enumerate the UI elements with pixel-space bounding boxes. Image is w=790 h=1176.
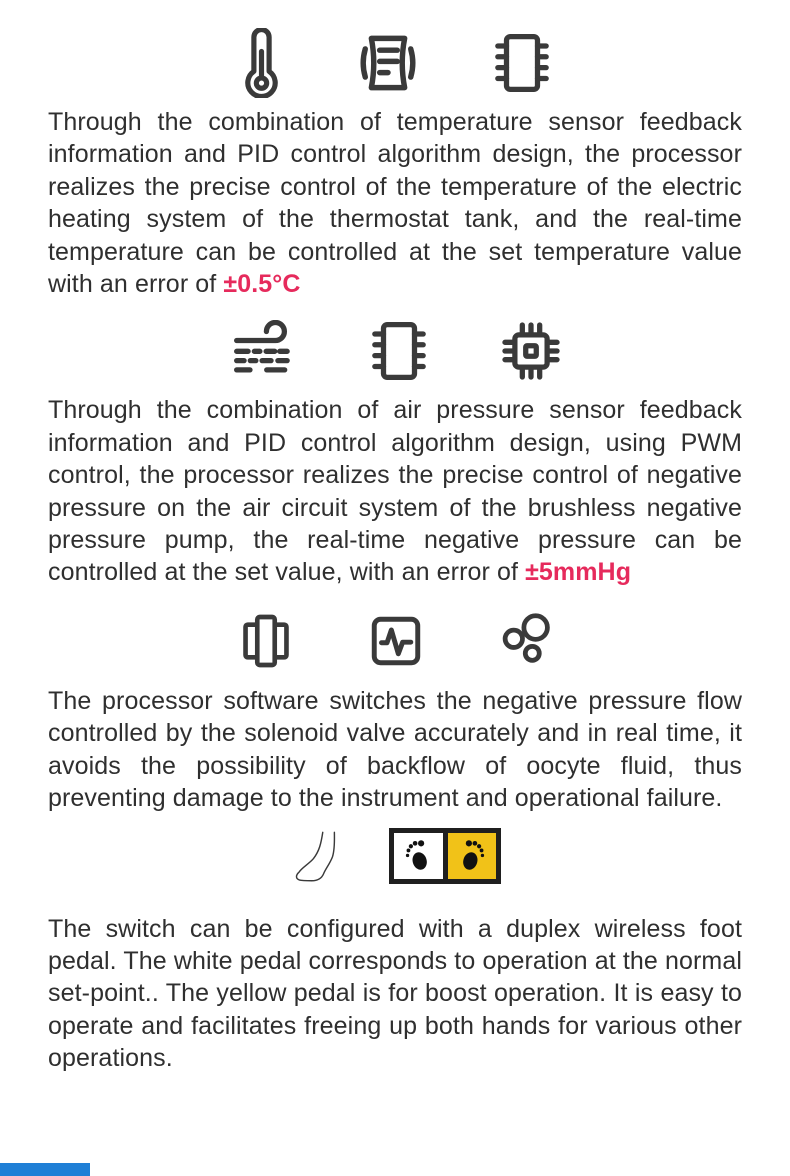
paragraph-text: The processor software switches the negative pressure flow controlled by the solenoid valve accurately and in real time, it avoids the possibility of backflow of oocyte fluid, thus preventing damage to the instrument and operational failure. [48,686,742,813]
section-foot-pedal [48,823,742,1075]
temperature-paragraph [48,106,742,300]
pedal-yellow [443,833,497,879]
icon-row-pressure [48,314,742,388]
pressure-error-value: ±5mmHg [525,558,632,587]
paragraph-text: Through the combination of air pressure sensor feedback information and PID control algorithm design, using PWM control, the processor realizes the precise control of negative pressure on the air circuit system of the brushless negative pressure pump, the real-time negative pressure can be controlled at the set value, with an error of [48,396,742,587]
solenoid-valve-icon [237,611,295,671]
section-valve-switching [48,603,742,815]
cpu-icon [500,320,562,382]
icon-row-temperature [48,26,742,100]
pedal-white [394,833,443,879]
pedal-paragraph [48,913,742,1075]
paragraph-text: The switch can be configured with a duplex wireless foot pedal. The white pedal corresponds to operation at the normal set-point.. The yellow pedal is for boost operation. It is easy to operate and facilitates freeing up both hands for various other operations. [48,914,742,1073]
icon-row-pedal [48,823,742,889]
footer-accent-bar [0,1163,90,1176]
foot-icon [289,823,343,889]
paragraph-text: Through the combination of temperature sensor feedback information and PID control algorithm design, the processor realizes the precise control of the temperature of the electric heating system of the thermostat tank, and the real-time temperature can be controlled at the set temperature value with an error of [48,108,742,299]
temperature-error-value: ±0.5°C [223,270,301,299]
section-temperature-control [48,26,742,300]
page-content [0,26,790,1075]
section-pressure-control [48,314,742,588]
valve-paragraph [48,685,742,815]
thermometer-icon [240,28,283,98]
icon-row-valve [48,603,742,679]
pedal-box [389,828,501,884]
foot-pedal-duo-icon [389,828,501,884]
oocyte-bubbles-icon [497,612,553,670]
pressure-paragraph [48,394,742,588]
air-flow-icon [228,320,298,382]
brochure-page [0,26,790,1176]
ic-chip-icon [493,32,551,94]
ic-chip-icon [370,320,428,382]
vibration-sensor-icon [355,31,421,95]
waveform-monitor-icon [367,611,425,671]
